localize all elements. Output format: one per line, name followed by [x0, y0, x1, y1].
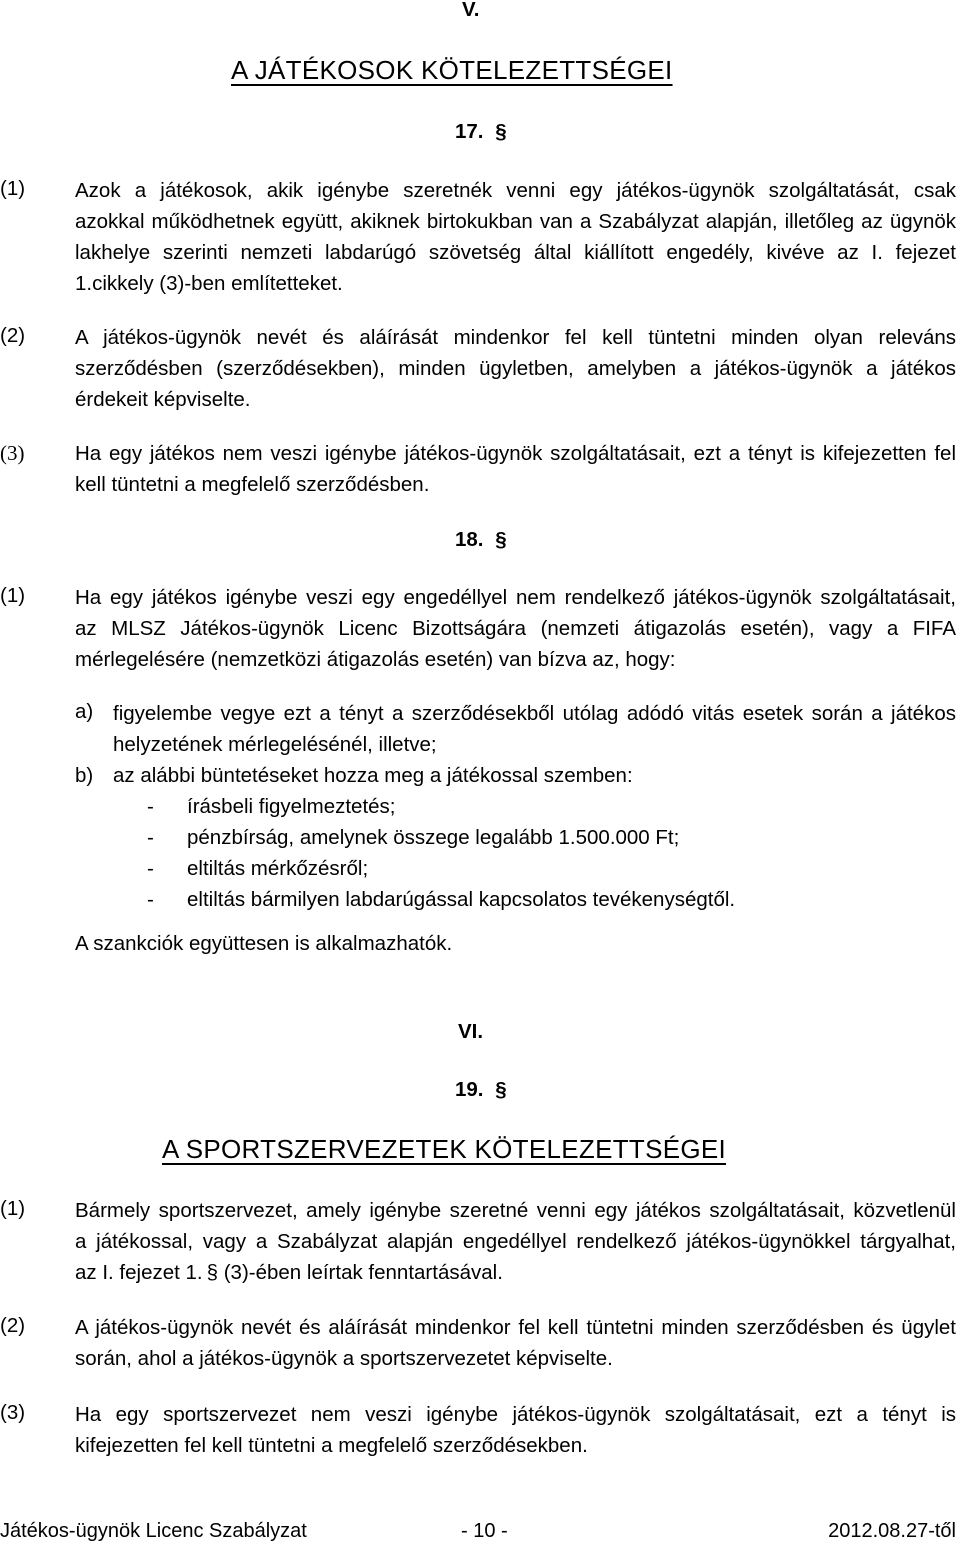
- list-item-text: írásbeli figyelmeztetés;: [187, 795, 396, 818]
- chapter-roman-vi: VI.: [458, 1020, 484, 1043]
- text-line: lakhelye szerinti nemzeti labdarúgó szövetség által kiállított engedély, kivéve az I. fejezet: [75, 241, 956, 264]
- paragraph-19-1: [0, 1195, 956, 1295]
- text-line: helyzetének mérlegelésénél, illetve;: [113, 733, 437, 756]
- paragraph-number: (3): [0, 1401, 26, 1424]
- list-item: [147, 791, 396, 822]
- paragraph-19-2: [0, 1312, 956, 1382]
- paragraph-number: (2): [0, 1314, 26, 1337]
- text-line: [75, 1257, 956, 1288]
- section-heading-19: [455, 1078, 507, 1102]
- list-item-text: eltiltás mérkőzésről;: [187, 857, 369, 880]
- paragraph-text: [75, 438, 956, 500]
- penalty-list: [147, 791, 736, 915]
- text-segment: (3)-ében leírtak fenntartásával.: [218, 1261, 503, 1284]
- dash-bullet: -: [147, 857, 154, 880]
- section-symbol: §: [495, 528, 507, 551]
- section-symbol: §: [206, 1261, 219, 1284]
- text-line: kifejezetten fel kell tüntetni a megfelelő szerződésekben.: [75, 1434, 588, 1457]
- footer-page-number: - 10 -: [461, 1520, 508, 1542]
- paragraph-text: [75, 1312, 956, 1374]
- text-line: figyelembe vegye ezt a tényt a szerződésekből utólag adódó vitás esetek során a játékos: [113, 702, 956, 725]
- footer-date: 2012.08.27-től: [828, 1520, 956, 1542]
- text-line: Ha egy sportszervezet nem veszi igénybe játékos-ügynök szolgáltatásait, ezt a tényt is: [75, 1403, 956, 1426]
- paragraph-17-3: [0, 438, 956, 508]
- paragraph-number: (3): [0, 441, 25, 465]
- dash-bullet: -: [147, 826, 154, 849]
- item-label: a): [75, 700, 94, 723]
- section-symbol: §: [495, 120, 507, 143]
- text-line: 1.cikkely (3)-ben említetteket.: [75, 272, 343, 295]
- paragraph-number: (1): [0, 584, 26, 607]
- text-line: Azok a játékosok, akik igénybe szeretnék venni egy játékos-ügynök szolgáltatását, csak: [75, 179, 956, 202]
- text-line: azokkal működhetnek együtt, akiknek birtokukban van a Szabályzat alapján, illetőleg az ügynök: [75, 210, 956, 233]
- paragraph-number: (2): [0, 324, 26, 347]
- section-symbol: §: [495, 1078, 507, 1101]
- paragraph-number: (1): [0, 177, 26, 200]
- text-line: mérlegelésére (nemzetközi átigazolás esetén) van bízva az, hogy:: [75, 648, 676, 671]
- paragraph-text: [75, 322, 956, 415]
- text-line: A játékos-ügynök nevét és aláírását mindenkor fel kell tüntetni minden szerződésben és ügylet: [75, 1316, 956, 1339]
- section-heading-17: [455, 120, 507, 144]
- text-line: kell tüntetni a megfelelő szerződésben.: [75, 473, 430, 496]
- text-line: a játékossal, vagy a Szabályzat alapján engedéllyel rendelkező játékos-ügynökkel tárgyalhat,: [75, 1230, 956, 1253]
- list-item: [147, 853, 369, 884]
- text-line: során, ahol a játékos-ügynök a sportszervezetet képviselte.: [75, 1347, 613, 1370]
- list-item-text: eltiltás bármilyen labdarúgással kapcsolatos tevékenységtől.: [187, 888, 736, 911]
- paragraph-text: [75, 1195, 956, 1288]
- item-label: b): [75, 764, 94, 787]
- item-text: az alábbi büntetéseket hozza meg a játékossal szemben:: [113, 764, 633, 787]
- section-heading-18: [455, 528, 507, 552]
- paragraph-number: (1): [0, 1197, 26, 1220]
- section-number: 18.: [455, 528, 484, 551]
- text-line: szerződésben (szerződésekben), minden ügyletben, amelyben a játékos-ügynök a játékos: [75, 357, 956, 380]
- text-line: A játékos-ügynök nevét és aláírását mindenkor fel kell tüntetni minden olyan releváns: [75, 326, 956, 349]
- dash-bullet: -: [147, 795, 154, 818]
- list-item-b: [75, 760, 633, 791]
- paragraph-17-1: [0, 175, 956, 305]
- item-text: [113, 698, 956, 760]
- text-line: Ha egy játékos nem veszi igénybe játékos-ügynök szolgáltatásait, ezt a tényt is kifejezetten fel: [75, 442, 956, 465]
- paragraph-17-2: [0, 322, 956, 422]
- paragraph-text: [75, 1399, 956, 1461]
- section-number: 19.: [455, 1078, 484, 1101]
- chapter-roman-v: V.: [462, 0, 480, 21]
- dash-bullet: -: [147, 888, 154, 911]
- text-line: érdekeit képviselte.: [75, 388, 251, 411]
- text-line: Ha egy játékos igénybe veszi egy engedéllyel nem rendelkező játékos-ügynök szolgáltatásait,: [75, 586, 956, 609]
- text-line: az MLSZ Játékos-ügynök Licenc Bizottságára (nemzeti átigazolás esetén), vagy a FIFA: [75, 617, 956, 640]
- paragraph-18-1: [0, 582, 956, 682]
- closing-sentence: A szankciók együttesen is alkalmazhatók.: [75, 932, 453, 955]
- list-item-text: pénzbírság, amelynek összege legalább 1.500.000 Ft;: [187, 826, 680, 849]
- chapter-title-vi: A SPORTSZERVEZETEK KÖTELEZETTSÉGEI: [162, 1134, 727, 1164]
- paragraph-text: [75, 175, 956, 299]
- footer-document-title: Játékos-ügynök Licenc Szabályzat: [0, 1520, 307, 1542]
- paragraph-19-3: [0, 1399, 956, 1469]
- text-segment: az I. fejezet 1.: [75, 1261, 203, 1284]
- list-item: [147, 822, 680, 853]
- paragraph-text: [75, 582, 956, 675]
- list-item-a: [75, 698, 956, 768]
- text-line: Bármely sportszervezet, amely igénybe szeretné venni egy játékos szolgáltatásait, közvetlenül: [75, 1199, 956, 1222]
- section-number: 17.: [455, 120, 484, 143]
- list-item: [147, 884, 736, 915]
- chapter-title-v: A JÁTÉKOSOK KÖTELEZETTSÉGEI: [231, 55, 673, 85]
